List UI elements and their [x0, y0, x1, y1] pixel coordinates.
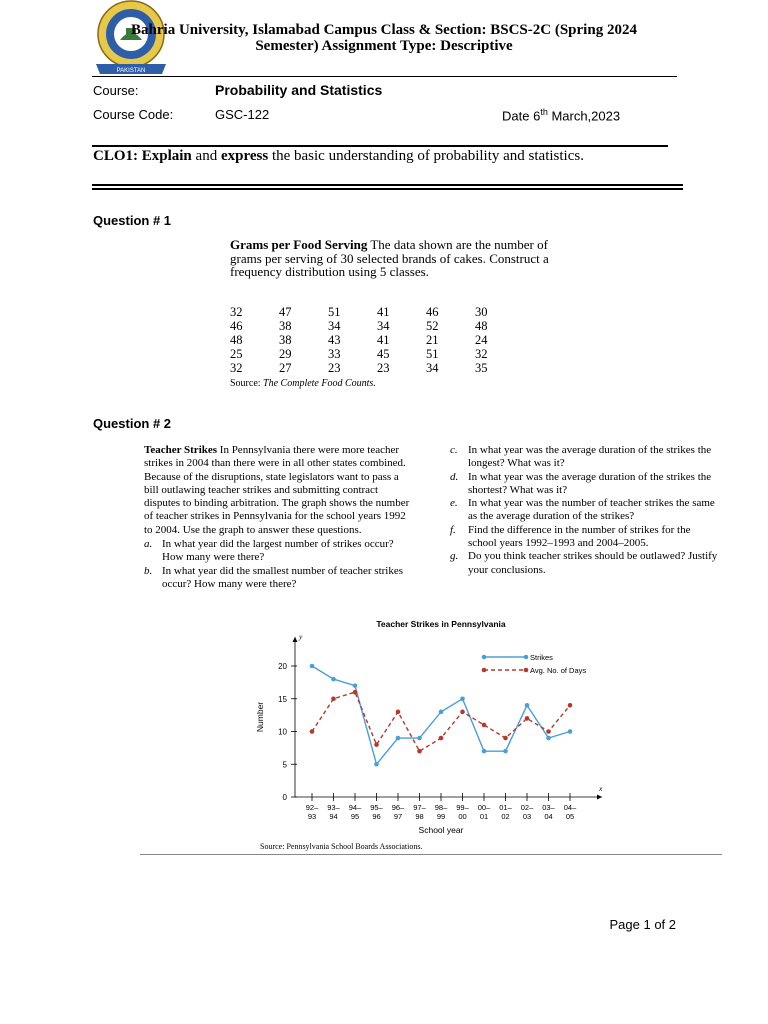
item-letter: e.	[450, 497, 458, 510]
x-tick-label: 03	[522, 812, 532, 821]
x-axis-letter: x	[599, 784, 603, 793]
date-suffix: March,2023	[547, 108, 621, 124]
question-2-body: In Pennsylvania there were more teacher strikes in 2004 than there were in all other states combined. Because of the disruptions, state legislators want to pass a bill outlawing teacher strikes and submitting contract disputes to binding arbitration. The graph shows the number of teacher strikes in Pennsylvania for the school years 1992 to 2004. Use the graph to answer these questions.	[144, 444, 410, 536]
table-cell: 23	[328, 361, 341, 376]
y-axis-arrow	[293, 637, 298, 642]
question-1-title: Grams per Food Serving	[230, 237, 368, 252]
data-point	[439, 710, 444, 715]
question-1-text	[230, 238, 550, 279]
clo-bold-2: express	[220, 148, 269, 164]
question-item	[144, 538, 412, 565]
data-point	[417, 749, 422, 754]
table-cell: 51	[328, 305, 341, 320]
legend-label: Strikes	[530, 653, 553, 662]
item-text: In what year was the number of teacher strikes the same as the average duration of the strikes?	[468, 497, 715, 523]
table-row	[230, 348, 524, 362]
item-letter: d.	[450, 470, 459, 483]
chart-axes	[278, 632, 603, 821]
data-point	[353, 690, 358, 695]
x-axis-label: School year	[418, 825, 464, 835]
x-tick-label: 94	[329, 812, 338, 821]
chart-title: Teacher Strikes in Pennsylvania	[376, 619, 506, 629]
table-cell: 30	[475, 305, 488, 320]
question-item	[450, 497, 718, 524]
table-cell: 32	[230, 305, 243, 320]
x-tick-label: 99	[436, 812, 446, 821]
table-row	[230, 334, 524, 348]
header-rule	[92, 76, 677, 77]
item-letter: a.	[144, 538, 153, 551]
data-point	[482, 723, 487, 728]
question-item	[144, 565, 412, 592]
question-1-source	[230, 378, 376, 389]
data-point	[503, 736, 508, 741]
item-letter: f.	[450, 523, 456, 536]
table-cell: 34	[426, 361, 439, 376]
table-row	[230, 320, 524, 334]
table-cell: 38	[279, 319, 292, 334]
x-tick-label: 95	[350, 812, 360, 821]
table-cell: 48	[230, 333, 243, 348]
data-point	[525, 703, 530, 708]
table-row	[230, 306, 524, 320]
table-cell: 46	[230, 319, 243, 334]
table-cell: 41	[377, 333, 390, 348]
header-line-1: Bahria University, Islamabad Campus Class & Section: BSCS-2C (Spring 2024	[131, 22, 637, 38]
data-point	[310, 729, 315, 734]
item-text: In what year was the average duration of the strikes the longest? What was it?	[468, 444, 712, 470]
data-point	[417, 736, 422, 741]
question-2-intro	[144, 444, 412, 537]
x-tick-label: 96–	[391, 803, 405, 812]
x-tick-label: 94–	[348, 803, 362, 812]
x-tick-label: 04	[544, 812, 553, 821]
y-tick-label: 20	[278, 662, 287, 671]
header-line-2: Semester) Assignment Type: Descriptive	[255, 38, 513, 54]
x-tick-label: 98–	[434, 803, 448, 812]
source-label: Source:	[230, 378, 264, 389]
data-point	[310, 664, 315, 669]
clo-statement	[93, 148, 584, 165]
data-point	[353, 683, 358, 688]
clo-text-1: and	[191, 148, 221, 164]
document-header	[92, 22, 676, 54]
data-point	[568, 703, 573, 708]
data-point	[568, 729, 573, 734]
table-cell: 41	[377, 305, 390, 320]
data-point	[525, 716, 530, 721]
chart-legend	[482, 653, 587, 675]
page-number: Page 1 of 2	[609, 917, 676, 932]
x-tick-label: 03–	[542, 803, 555, 812]
table-cell: 32	[475, 347, 488, 362]
item-text: In what year did the largest number of strikes occur? How many were there?	[162, 538, 394, 564]
series-line-1	[312, 692, 570, 751]
table-cell: 24	[475, 333, 488, 348]
data-point	[331, 677, 336, 682]
data-point	[503, 749, 508, 754]
table-cell: 33	[328, 347, 341, 362]
legend-marker	[482, 668, 487, 673]
item-letter: g.	[450, 550, 459, 563]
grams-data-table	[230, 306, 524, 376]
table-cell: 25	[230, 347, 243, 362]
course-label: Course:	[93, 83, 139, 98]
question-item	[450, 444, 718, 471]
x-tick-label: 96	[372, 812, 381, 821]
source-value: The Complete Food Counts.	[263, 378, 376, 389]
table-cell: 21	[426, 333, 439, 348]
table-cell: 23	[377, 361, 390, 376]
item-letter: b.	[144, 564, 153, 577]
table-cell: 34	[328, 319, 341, 334]
chart-source: Source: Pennsylvania School Boards Associations.	[260, 842, 423, 851]
y-tick-label: 15	[278, 694, 287, 704]
data-point	[331, 696, 336, 701]
y-axis-letter: y	[299, 632, 303, 641]
clo-double-rule-top	[92, 184, 683, 186]
table-cell: 27	[279, 361, 292, 376]
data-point	[546, 736, 551, 741]
date-sup: th	[540, 107, 548, 117]
table-cell: 38	[279, 333, 292, 348]
x-tick-label: 93–	[327, 803, 340, 812]
x-tick-label: 05	[565, 812, 575, 821]
table-cell: 48	[475, 319, 488, 334]
table-cell: 43	[328, 333, 341, 348]
table-cell: 29	[279, 347, 292, 362]
item-text: In what year did the smallest number of teacher strikes occur? How many were there?	[162, 564, 404, 590]
course-value: Probability and Statistics	[215, 82, 383, 98]
table-cell: 52	[426, 319, 439, 334]
question-2-title: Teacher Strikes	[144, 444, 218, 456]
table-cell: 51	[426, 347, 439, 362]
data-point	[482, 749, 487, 754]
clo-text-2: the basic understanding of probability and statistics.	[268, 148, 584, 164]
teacher-strikes-chart	[250, 612, 620, 838]
date-prefix: Date 6	[502, 108, 541, 124]
data-point	[460, 710, 465, 715]
x-tick-label: 04–	[563, 803, 577, 812]
question-2-left-column	[144, 444, 412, 591]
x-tick-label: 95–	[370, 803, 383, 812]
x-tick-label: 98	[415, 812, 424, 821]
x-tick-label: 99–	[456, 803, 469, 812]
question-2-heading: Question # 2	[93, 416, 172, 431]
course-code-value: GSC-122	[215, 107, 270, 122]
y-tick-label: 0	[282, 793, 287, 802]
legend-marker	[482, 655, 487, 660]
logo-band-text: PAKISTAN	[116, 68, 146, 74]
x-tick-label: 93	[307, 812, 317, 821]
question-item	[450, 471, 718, 498]
x-axis-arrow	[597, 795, 602, 800]
clo-top-rule	[92, 145, 668, 147]
question-1-heading: Question # 1	[93, 213, 172, 228]
chart-bottom-rule	[140, 854, 722, 855]
question-1-body: The data shown are the number of grams per serving of 30 selected brands of cakes. Construct a frequency distribution using 5 classes.	[230, 237, 549, 279]
item-letter: c.	[450, 444, 458, 456]
table-cell: 34	[377, 319, 390, 334]
x-tick-label: 01	[479, 812, 489, 821]
y-tick-label: 10	[278, 727, 287, 737]
item-text: In what year was the average duration of the strikes the shortest? What was it?	[468, 470, 712, 496]
x-tick-label: 02	[501, 812, 510, 821]
data-point	[374, 742, 379, 747]
table-row	[230, 362, 524, 376]
x-tick-label: 97–	[413, 803, 426, 812]
item-text: Do you think teacher strikes should be outlawed? Justify your conclusions.	[468, 550, 718, 576]
item-text: Find the difference in the number of strikes for the school years 1992–1993 and 2004–2005.	[468, 523, 691, 550]
date	[502, 107, 620, 123]
y-axis-label: Number	[255, 701, 265, 733]
data-point	[374, 762, 379, 767]
table-cell: 32	[230, 361, 243, 376]
question-2-right-column	[450, 444, 718, 577]
question-item	[450, 524, 718, 551]
clo-double-rule-bottom	[92, 188, 683, 190]
y-tick-label: 5	[282, 760, 287, 770]
data-point	[396, 736, 401, 741]
x-tick-label: 92–	[305, 803, 319, 812]
legend-marker	[524, 668, 529, 673]
clo-bold-1: CLO1: Explain	[93, 148, 192, 164]
data-point	[546, 729, 551, 734]
x-tick-label: 00	[458, 812, 467, 821]
x-tick-label: 01–	[499, 803, 512, 812]
x-tick-label: 97	[393, 812, 403, 821]
table-cell: 46	[426, 305, 439, 320]
question-item	[450, 550, 718, 577]
data-point	[396, 710, 401, 715]
course-code-label: Course Code:	[93, 107, 174, 122]
legend-marker	[524, 655, 529, 660]
table-cell: 45	[377, 347, 390, 362]
data-point	[439, 736, 444, 741]
x-tick-label: 02–	[520, 803, 534, 812]
series-line-0	[312, 666, 570, 764]
table-cell: 47	[279, 305, 292, 320]
chart-series	[310, 664, 573, 767]
table-cell: 35	[475, 361, 488, 376]
x-tick-label: 00–	[477, 803, 491, 812]
legend-label: Avg. No. of Days	[530, 666, 587, 675]
data-point	[460, 696, 465, 701]
